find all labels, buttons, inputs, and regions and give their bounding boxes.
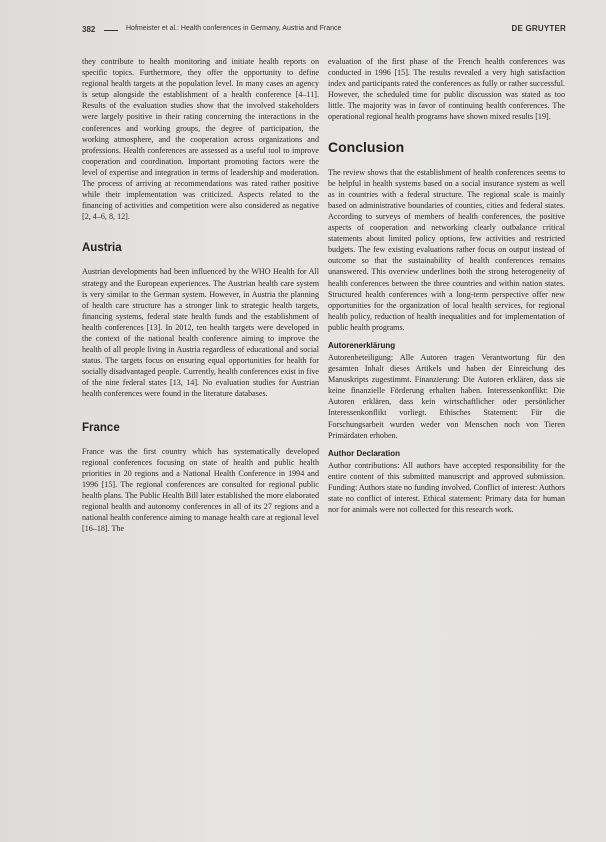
author-declaration-paragraph: Author contributions: All authors have accepted responsibility for the entire content of this submitted manuscript and approved submission. Funding: Authors state no funding involved. Conflict of interest: Authors state no conflict of interest. Ethical statement: Primary data for human nor for animals were not collected for this research work. bbox=[328, 460, 565, 515]
heading-author-declaration: Author Declaration bbox=[328, 448, 401, 458]
section-heading-france: France bbox=[82, 421, 120, 434]
section-heading-conclusion: Conclusion bbox=[328, 138, 405, 155]
page-header bbox=[82, 24, 566, 38]
conclusion-paragraph: The review shows that the establishment of health conferences seems to be helpful in health systems based on a social insurance system as well as in countries with a federal structure. The regional scale is mainly based on administrative boundaries of counties, cities and federal states. According to surveys of members of health conferences, the positive aspects of cooperation and networking clearly outbalance critical statements about limited policy options, few activities and restricted budgets. The few existing evaluations rather focus on output instead of outcome so that the sustainability of health conferences remains unanswered. This overview underlines both the strong heterogeneity of health conferences between the three countries and within nation states. Structured health conferences with a long-term perspective offer new opportunities for the organization of local health services, for regional health policy, reduction of health inequalities and for implementation of public health programs. bbox=[328, 167, 565, 332]
page-number: 382 bbox=[82, 25, 96, 34]
austria-paragraph: Austrian developments had been influenced by the WHO Health for All strategy and the European experiences. The Austrian health care system is very similar to the German system. However, in Austria the planning of health care structure has a stronger link to strategic health targets, financing systems, federal state health funds and the establishment of health conferences [13]. In 2012, ten health targets were developed in the context of the national health conference aiming to improve the health of all people living in Austria regardless of educational and social status. The targets focus on ensuring equal opportunities for health for socially disadvantaged people. Currently, health conferences exist in five of the nine federal states [13, 14]. No evaluation studies for Austrian health conferences were found in the literature databases. bbox=[82, 267, 319, 399]
autorenerklaerung-paragraph: Autorenbeteiligung: Alle Autoren tragen Verantwortung für den gesamten Inhalt dieses Artikels und haben der Einreichung des Manuskripts zugestimmt. Finanzierung: Die Autoren erklären, dass sie keine finanzielle Förderung erhalten haben. Interessenkonflikt: Die Autoren erklären, dass kein wirtschaftlicher oder persönlicher Interessenkonflikt vorliegt. Ethisches Statement: Für die Forschungsarbeit wurden weder von Menschen noch von Tieren Primärdaten erhoben. bbox=[328, 352, 565, 440]
section-heading-austria: Austria bbox=[82, 242, 122, 255]
france-continued-paragraph: evaluation of the first phase of the French health conferences was conducted in 1996 [15]. The results revealed a very high satisfaction index and participants rated the conferences as fully or rather successful. However, the scheduled time for public discussion was stated as too little. The majority was in favor of continuing health conferences. The operational regional health programs have shown mixed results [19]. bbox=[328, 57, 565, 122]
heading-autorenerklaerung: Autorenerklärung bbox=[328, 340, 396, 350]
running-title: Hofmeister et al.: Health conferences in Germany, Austria and France bbox=[126, 25, 342, 32]
publisher-logo: DE GRUYTER bbox=[511, 24, 566, 33]
header-dash bbox=[104, 30, 118, 31]
france-paragraph: France was the first country which has systematically developed regional conferences focusing on state of health and public health priorities in 20 regions and a National Health Conference in 1994 and 1996 [15]. The regional conferences are consulted for regional public health plans. The Public Health Bill later established the more elaborated regional health and autonomy conferences in all of its 27 regions and a national health conference aiming to manage health care at regional level [16–18]. The bbox=[82, 446, 319, 534]
intro-paragraph: they contribute to health monitoring and initiate health reports on specific topics. Furthermore, they offer the opportunity to define regional health targets at the population level. In many cases an agency is setup alongside the establishment of a health conference [4–11]. Results of the evaluation studies show that the involved stakeholders were largely positive in their rating concerning the interactions in the conferences and working groups, the degree of participation, the working atmosphere, and the cooperation across organizations and professions. Health conferences are assessed as a useful tool to improve cooperation and coordination. Important promoting factors were the level of expertise and integration in terms of leadership and moderation. The process of arriving at recommendations was rated rather positive while their implementation was criticized. Aspects related to the financing of activities and competition were also considered as negative [2, 4–6, 8, 12]. bbox=[82, 57, 319, 222]
right-column bbox=[328, 56, 565, 515]
left-column bbox=[82, 56, 319, 534]
